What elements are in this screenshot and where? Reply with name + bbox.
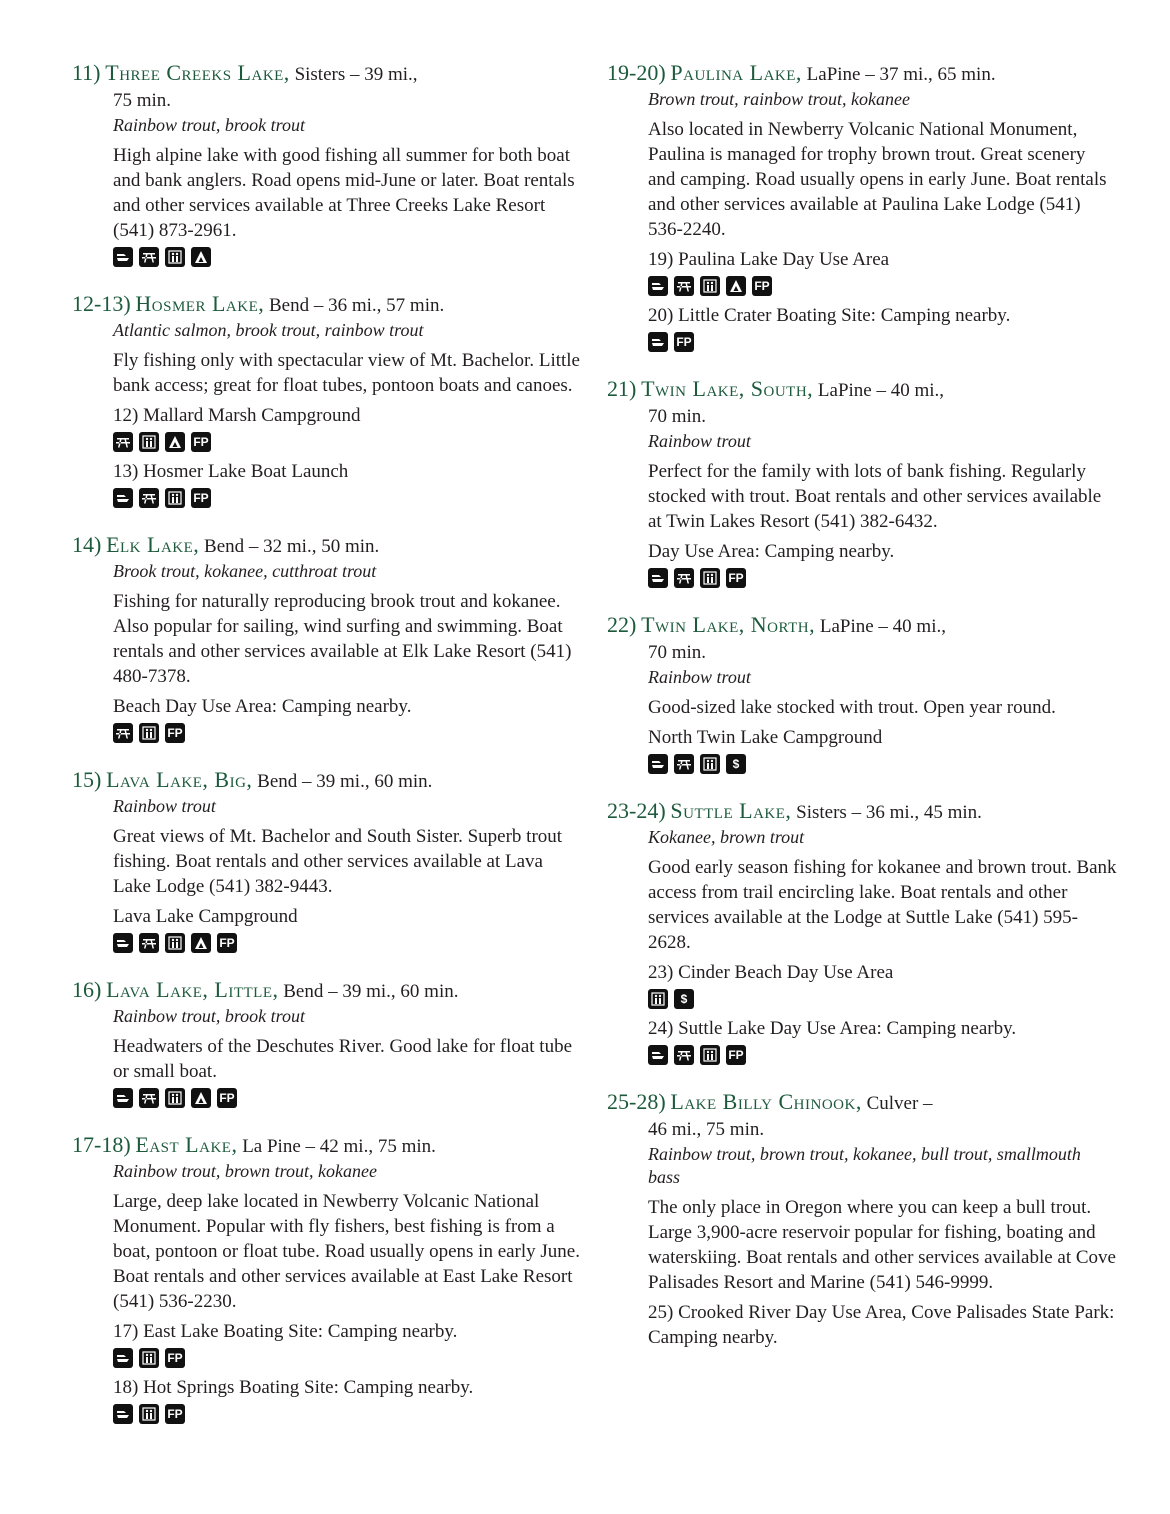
fish-species: Brook trout, kokanee, cutthroat trout bbox=[113, 561, 377, 581]
lake-description: Fishing for naturally reproducing brook trout and kokanee. Also popular for sailing, wind surfing and swimming. Boat rentals and other services available at Elk Lake Resort (541) 480-7378. bbox=[113, 591, 572, 687]
lake-location: Culver – bbox=[861, 1093, 933, 1114]
lake-heading bbox=[607, 60, 1117, 88]
lake-name: Three Creeks Lake, bbox=[105, 60, 290, 85]
fee-parking-icon: FP bbox=[674, 332, 694, 352]
amenity-icons bbox=[113, 723, 582, 745]
lake-name: Elk Lake, bbox=[106, 532, 200, 557]
lake-name: Suttle Lake, bbox=[670, 798, 792, 823]
lake-description: Large, deep lake located in Newberry Volcanic National Monument. Popular with fly fishers, best fishing is from a boat, pontoon or float tube. Road usually opens in early June. Boat rentals and other services available at East Lake Resort (541) 536-2230. bbox=[113, 1191, 580, 1312]
amenity-icons bbox=[113, 933, 582, 955]
boat-ramp-icon bbox=[113, 247, 133, 267]
lake-entry bbox=[72, 977, 582, 1110]
restroom-icon bbox=[165, 933, 185, 953]
day-use-fee-icon: $ bbox=[726, 754, 746, 774]
boat-ramp-icon bbox=[113, 933, 133, 953]
lake-entry bbox=[72, 60, 582, 269]
picnic-table-icon bbox=[674, 754, 694, 774]
site-label: Day Use Area: Camping nearby. bbox=[648, 541, 895, 562]
lake-heading bbox=[607, 612, 1117, 640]
picnic-table-icon bbox=[674, 1045, 694, 1065]
boat-ramp-icon bbox=[648, 568, 668, 588]
fish-species: Rainbow trout, brook trout bbox=[113, 1006, 306, 1026]
lake-number: 19-20) bbox=[607, 60, 666, 85]
lake-heading bbox=[72, 767, 582, 795]
lake-entry bbox=[607, 60, 1117, 354]
campground-icon bbox=[191, 933, 211, 953]
lake-description: The only place in Oregon where you can keep a bull trout. Large 3,900-acre reservoir popular for fishing, boating and waterskiing. Boat rentals and other services available at Cove Palisades Resort and Marine (541) 546-9999. bbox=[648, 1197, 1116, 1293]
lake-location: Sisters – 36 mi., 45 min. bbox=[791, 802, 982, 823]
amenity-icons bbox=[113, 1404, 582, 1426]
lake-name: Twin Lake, North, bbox=[641, 612, 816, 637]
campground-icon bbox=[191, 247, 211, 267]
lake-heading bbox=[72, 60, 582, 88]
lake-entry bbox=[607, 798, 1117, 1067]
lake-heading bbox=[607, 376, 1117, 404]
lake-entry bbox=[607, 376, 1117, 590]
lake-name: East Lake, bbox=[135, 1132, 238, 1157]
lake-heading bbox=[607, 798, 1117, 826]
amenity-icons bbox=[648, 276, 1117, 298]
fee-parking-icon: FP bbox=[165, 1348, 185, 1368]
fish-species: Brown trout, rainbow trout, kokanee bbox=[648, 89, 910, 109]
boat-ramp-icon bbox=[113, 1088, 133, 1108]
fee-parking-icon: FP bbox=[165, 723, 185, 743]
amenity-icons bbox=[648, 1045, 1117, 1067]
picnic-table-icon bbox=[674, 568, 694, 588]
lake-entry bbox=[72, 291, 582, 510]
site-label: 25) Crooked River Day Use Area, Cove Palisades State Park: Camping nearby. bbox=[648, 1302, 1115, 1348]
lake-location: Sisters – 39 mi., bbox=[289, 64, 418, 85]
campground-icon bbox=[191, 1088, 211, 1108]
lake-location: LaPine – 37 mi., 65 min. bbox=[801, 64, 996, 85]
site-label: 17) East Lake Boating Site: Camping nearby. bbox=[113, 1321, 458, 1342]
amenity-icons bbox=[648, 568, 1117, 590]
lake-heading bbox=[72, 291, 582, 319]
lake-number: 12-13) bbox=[72, 291, 131, 316]
picnic-table-icon bbox=[139, 488, 159, 508]
lake-heading bbox=[72, 532, 582, 560]
lake-description: Good early season fishing for kokanee and brown trout. Bank access from trail encircling lake. Boat rentals and other services available at the Lodge at Suttle Lake (541) 595-2628. bbox=[648, 857, 1117, 953]
site-label: 23) Cinder Beach Day Use Area bbox=[648, 962, 894, 983]
lake-number: 11) bbox=[72, 60, 101, 85]
lake-heading bbox=[72, 1132, 582, 1160]
lake-description: Perfect for the family with lots of bank fishing. Regularly stocked with trout. Boat rentals and other services available at Twin Lakes Resort (541) 382-6432. bbox=[648, 461, 1102, 532]
lake-description: Good-sized lake stocked with trout. Open year round. bbox=[648, 697, 1056, 718]
lake-location: Bend – 39 mi., 60 min. bbox=[278, 981, 459, 1002]
picnic-table-icon bbox=[113, 723, 133, 743]
site-label: 20) Little Crater Boating Site: Camping nearby. bbox=[648, 305, 1011, 326]
fish-species: Atlantic salmon, brook trout, rainbow trout bbox=[113, 320, 424, 340]
site-label: Beach Day Use Area: Camping nearby. bbox=[113, 696, 412, 717]
lake-description: Also located in Newberry Volcanic National Monument, Paulina is managed for trophy brown trout. Great scenery and camping. Road usually opens in early June. Boat rentals and other services available at Paulina Lake Lodge (541) 536-2240. bbox=[648, 119, 1107, 240]
fish-species: Rainbow trout, brown trout, kokanee bbox=[113, 1161, 377, 1181]
lake-description: Fly fishing only with spectacular view of Mt. Bachelor. Little bank access; great for float tubes, pontoon boats and canoes. bbox=[113, 350, 580, 396]
amenity-icons bbox=[113, 247, 582, 269]
campground-icon bbox=[165, 432, 185, 452]
boat-ramp-icon bbox=[648, 1045, 668, 1065]
lake-heading bbox=[607, 1089, 1117, 1117]
site-label: Lava Lake Campground bbox=[113, 906, 298, 927]
campground-icon bbox=[726, 276, 746, 296]
site-label: 18) Hot Springs Boating Site: Camping nearby. bbox=[113, 1377, 474, 1398]
restroom-icon bbox=[165, 1088, 185, 1108]
restroom-icon bbox=[165, 247, 185, 267]
restroom-icon bbox=[648, 989, 668, 1009]
lake-number: 16) bbox=[72, 977, 102, 1002]
lake-location-cont: 46 mi., 75 min. bbox=[648, 1119, 765, 1140]
lake-location: LaPine – 40 mi., bbox=[815, 616, 946, 637]
fish-species: Kokanee, brown trout bbox=[648, 827, 805, 847]
fish-species: Rainbow trout, brown trout, kokanee, bull trout, smallmouth bass bbox=[648, 1144, 1081, 1187]
lake-description: Headwaters of the Deschutes River. Good lake for float tube or small boat. bbox=[113, 1036, 573, 1082]
amenity-icons bbox=[648, 754, 1117, 776]
lake-name: Lava Lake, Little, bbox=[106, 977, 279, 1002]
lake-name: Lake Billy Chinook, bbox=[670, 1089, 862, 1114]
lake-location: Bend – 36 mi., 57 min. bbox=[264, 295, 445, 316]
lake-location-cont: 70 min. bbox=[648, 406, 707, 427]
restroom-icon bbox=[139, 432, 159, 452]
lake-name: Twin Lake, South, bbox=[641, 376, 814, 401]
lake-location: La Pine – 42 mi., 75 min. bbox=[237, 1136, 436, 1157]
lake-entry bbox=[72, 1132, 582, 1426]
lake-name: Lava Lake, Big, bbox=[106, 767, 253, 792]
lake-name: Paulina Lake, bbox=[670, 60, 802, 85]
site-label: 13) Hosmer Lake Boat Launch bbox=[113, 461, 349, 482]
lake-location-cont: 75 min. bbox=[113, 90, 172, 111]
lake-number: 21) bbox=[607, 376, 637, 401]
lake-entry bbox=[607, 612, 1117, 776]
amenity-icons bbox=[113, 432, 582, 454]
boat-ramp-icon bbox=[648, 332, 668, 352]
fee-parking-icon: FP bbox=[217, 1088, 237, 1108]
lake-location: Bend – 39 mi., 60 min. bbox=[252, 771, 433, 792]
lake-location: LaPine – 40 mi., bbox=[813, 380, 945, 401]
picnic-table-icon bbox=[139, 247, 159, 267]
picnic-table-icon bbox=[113, 432, 133, 452]
restroom-icon bbox=[700, 754, 720, 774]
fee-parking-icon: FP bbox=[752, 276, 772, 296]
restroom-icon bbox=[700, 276, 720, 296]
lake-number: 23-24) bbox=[607, 798, 666, 823]
site-label: 24) Suttle Lake Day Use Area: Camping nearby. bbox=[648, 1018, 1017, 1039]
fee-parking-icon: FP bbox=[726, 1045, 746, 1065]
picnic-table-icon bbox=[139, 1088, 159, 1108]
amenity-icons bbox=[113, 488, 582, 510]
boat-ramp-icon bbox=[648, 754, 668, 774]
amenity-icons bbox=[113, 1088, 582, 1110]
site-label: 12) Mallard Marsh Campground bbox=[113, 405, 361, 426]
right-column bbox=[607, 60, 1117, 1350]
lake-location: Bend – 32 mi., 50 min. bbox=[199, 536, 380, 557]
fee-parking-icon: FP bbox=[191, 432, 211, 452]
lake-description: High alpine lake with good fishing all summer for both boat and bank anglers. Road opens mid-June or later. Boat rentals and other services available at Three Creeks Lake Resort (541) 873-2961. bbox=[113, 145, 575, 241]
lake-location-cont: 70 min. bbox=[648, 642, 707, 663]
lake-name: Hosmer Lake, bbox=[135, 291, 265, 316]
lake-description: Great views of Mt. Bachelor and South Sister. Superb trout fishing. Boat rentals and other services available at Lava Lake Lodge (541) 382-9443. bbox=[113, 826, 563, 897]
restroom-icon bbox=[700, 1045, 720, 1065]
fish-species: Rainbow trout, brook trout bbox=[113, 115, 306, 135]
restroom-icon bbox=[700, 568, 720, 588]
amenity-icons bbox=[113, 1348, 582, 1370]
picnic-table-icon bbox=[139, 933, 159, 953]
fish-species: Rainbow trout bbox=[648, 667, 751, 687]
boat-ramp-icon bbox=[113, 488, 133, 508]
fee-parking-icon: FP bbox=[726, 568, 746, 588]
lake-number: 25-28) bbox=[607, 1089, 666, 1114]
lake-number: 14) bbox=[72, 532, 102, 557]
left-column bbox=[72, 60, 582, 1426]
amenity-icons bbox=[648, 989, 1117, 1011]
lake-entry bbox=[607, 1089, 1117, 1350]
day-use-fee-icon: $ bbox=[674, 989, 694, 1009]
boat-ramp-icon bbox=[113, 1348, 133, 1368]
lake-number: 15) bbox=[72, 767, 102, 792]
fee-parking-icon: FP bbox=[217, 933, 237, 953]
boat-ramp-icon bbox=[648, 276, 668, 296]
lake-heading bbox=[72, 977, 582, 1005]
fish-species: Rainbow trout bbox=[113, 796, 216, 816]
restroom-icon bbox=[165, 488, 185, 508]
restroom-icon bbox=[139, 1348, 159, 1368]
restroom-icon bbox=[139, 723, 159, 743]
boat-ramp-icon bbox=[113, 1404, 133, 1424]
site-label: 19) Paulina Lake Day Use Area bbox=[648, 249, 890, 270]
picnic-table-icon bbox=[674, 276, 694, 296]
lake-entry bbox=[72, 767, 582, 955]
site-label: North Twin Lake Campground bbox=[648, 727, 883, 748]
restroom-icon bbox=[139, 1404, 159, 1424]
lake-number: 22) bbox=[607, 612, 637, 637]
lake-number: 17-18) bbox=[72, 1132, 131, 1157]
fee-parking-icon: FP bbox=[191, 488, 211, 508]
fish-species: Rainbow trout bbox=[648, 431, 751, 451]
lake-entry bbox=[72, 532, 582, 745]
fee-parking-icon: FP bbox=[165, 1404, 185, 1424]
amenity-icons bbox=[648, 332, 1117, 354]
